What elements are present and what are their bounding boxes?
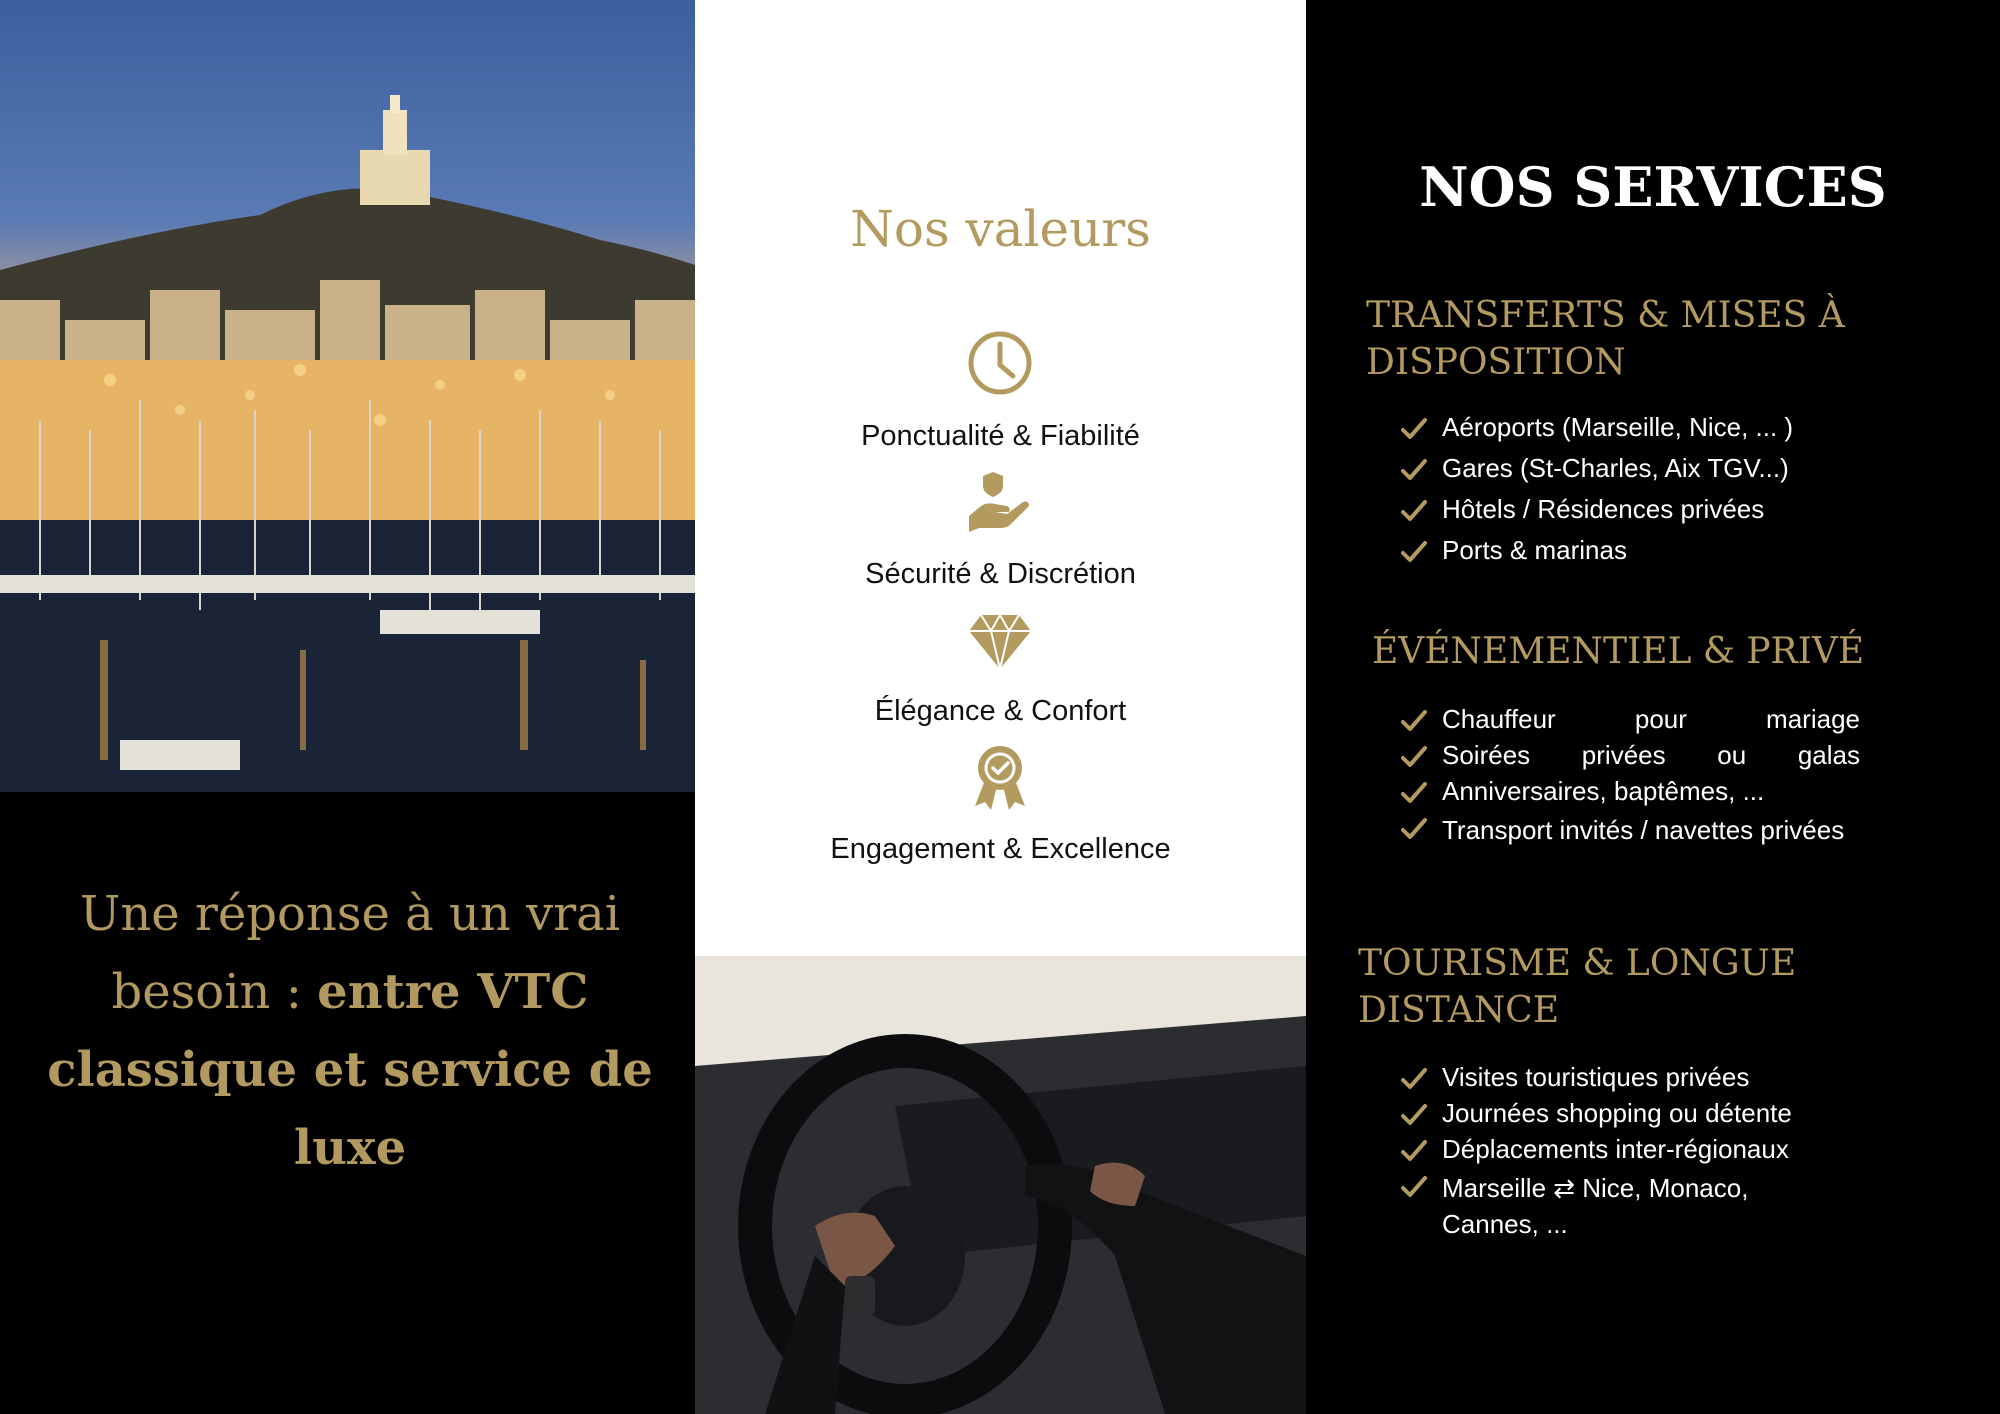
clock-icon [965, 328, 1035, 398]
list-item [1400, 453, 1860, 494]
right-panel [1306, 0, 2000, 1414]
chauffeur-steering-wheel-photo [695, 956, 1306, 1414]
services-title: NOS SERVICES [1419, 155, 1887, 219]
value-label-2: Sécurité & Discrétion [865, 558, 1136, 590]
list-item [1400, 412, 1860, 453]
list-item-text: Soirées privées ou galas [1442, 740, 1860, 770]
value-label-3: Élégance & Confort [874, 695, 1127, 727]
check-icon [1400, 816, 1428, 842]
middle-panel [695, 0, 1306, 1414]
list-item-text: Déplacements inter-régionaux [1442, 1134, 1789, 1164]
list-item-text: Chauffeur pour mariage [1442, 704, 1860, 734]
list-item-text: Hôtels / Résidences privées [1442, 494, 1765, 524]
check-icon [1400, 498, 1428, 524]
tagline-bold: entre VTC classique et service de luxe [47, 964, 653, 1176]
value-label-1: Ponctualité & Fiabilité [861, 420, 1140, 452]
list-evenementiel [1400, 704, 1860, 848]
list-item [1400, 494, 1860, 535]
list-item-text: Anniversaires, baptêmes, ... [1442, 776, 1765, 806]
check-icon [1400, 1138, 1428, 1164]
list-item [1400, 704, 1860, 740]
list-item-text: Transport invités / navettes privées [1442, 815, 1845, 845]
check-icon [1400, 1174, 1428, 1200]
award-badge-icon [965, 742, 1035, 812]
list-item-text: Journées shopping ou détente [1442, 1098, 1792, 1128]
list-item [1400, 1098, 1860, 1134]
value-label-4: Engagement & Excellence [830, 833, 1171, 865]
tagline-normal: Une réponse à un vrai besoin : [79, 886, 621, 1020]
list-item-text: Ports & marinas [1442, 535, 1627, 565]
section-title-tourisme: TOURISME & LONGUE DISTANCE [1358, 943, 1797, 1031]
marseille-harbor-photo [0, 0, 695, 792]
list-item-text: Visites touristiques privées [1442, 1062, 1750, 1092]
list-item [1400, 1062, 1860, 1098]
list-item [1400, 1134, 1860, 1170]
check-icon [1400, 539, 1428, 565]
left-panel [0, 0, 695, 1414]
check-icon [1400, 457, 1428, 483]
hand-shield-icon [965, 466, 1035, 536]
list-item [1400, 776, 1860, 812]
diamond-icon [965, 605, 1035, 675]
section-title-transferts: TRANSFERTS & MISES À DISPOSITION [1366, 295, 1845, 383]
tagline [40, 875, 660, 1187]
check-icon [1400, 1102, 1428, 1128]
list-item [1400, 535, 1860, 576]
check-icon [1400, 744, 1428, 770]
values-title: Nos valeurs [850, 200, 1151, 258]
list-transferts [1400, 412, 1860, 576]
list-item [1400, 1170, 1772, 1242]
list-item-text: Gares (St-Charles, Aix TGV...) [1442, 453, 1789, 483]
list-item-text: Marseille ⇄ Nice, Monaco, Cannes, ... [1442, 1173, 1749, 1239]
check-icon [1400, 416, 1428, 442]
section-title-evenementiel: ÉVÉNEMENTIEL & PRIVÉ [1372, 631, 1865, 672]
list-item [1400, 740, 1860, 776]
check-icon [1400, 708, 1428, 734]
list-item-text: Aéroports (Marseille, Nice, ... ) [1442, 412, 1794, 442]
check-icon [1400, 780, 1428, 806]
check-icon [1400, 1066, 1428, 1092]
list-tourisme [1400, 1062, 1860, 1242]
list-item [1400, 812, 1860, 848]
